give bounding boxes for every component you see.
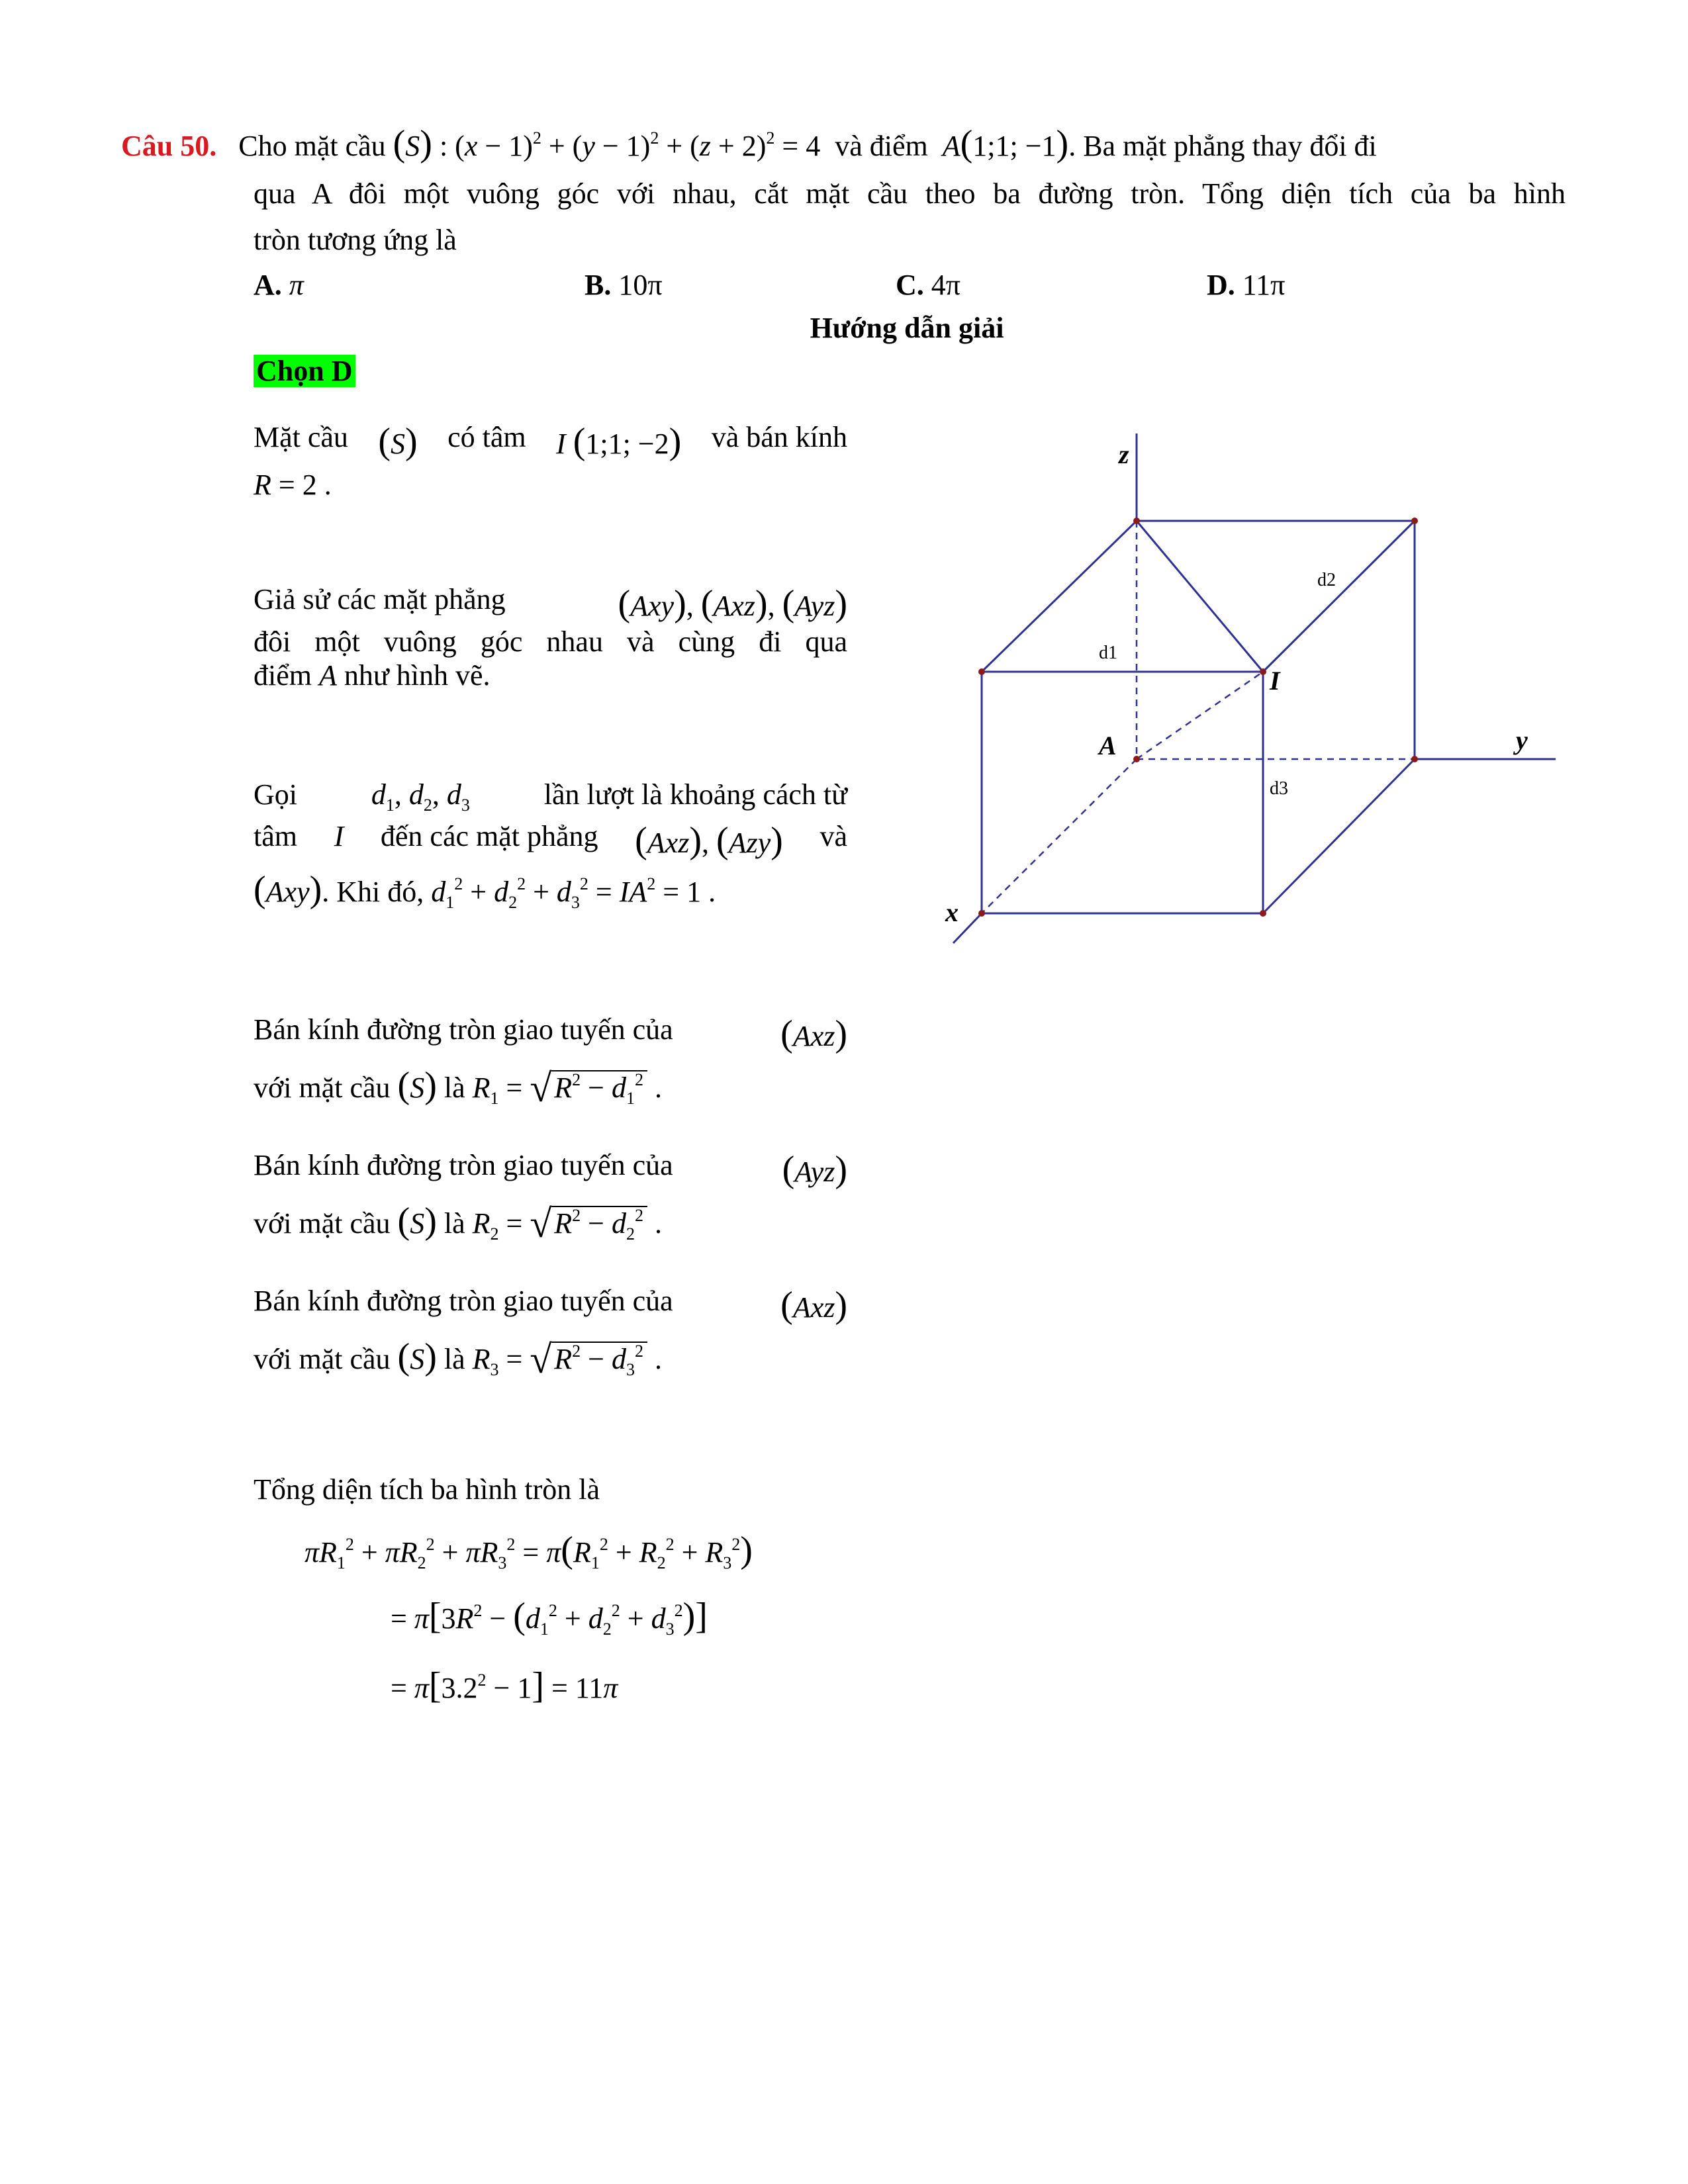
- point-I: [1260, 668, 1266, 675]
- solution-p1: Mặt cầu (S) có tâm I (1;1; −2) và bán kính R = 2 .: [254, 421, 847, 501]
- figure-dashed: [982, 521, 1415, 913]
- total-eq-1: $\pi R_1^2 + \pi R_2^2 + \pi R_3^2 = \pi(R_1^2 + R_2^2 + R_3^2)$: [305, 1529, 753, 1572]
- option-a[interactable]: A. π: [254, 269, 304, 301]
- solution-p3: Gọi $d_1$, $d_2$, $d_3$ lần lượt là khoảng cách từ tâm I đến các mặt phẳng (Axz), (Azy) và (Axy). Khi đó, $d_1^2 + d_2^2 + d_3^2 = IA^2 = 1$ .: [254, 778, 847, 912]
- label-A: A: [1099, 731, 1117, 760]
- point-A: [1133, 756, 1140, 762]
- hidden-x: [982, 759, 1137, 913]
- question-label: Câu 50.: [121, 130, 217, 162]
- point: [1411, 518, 1418, 524]
- radius-1: Bán kính đường tròn giao tuyến của (Axz) với mặt cầu (S) là $R_1 = √R^2 - d_1^2$ .: [254, 1013, 847, 1110]
- total-eq-3: = $\pi[3.2^2 - 1] = 11\pi$: [391, 1665, 618, 1706]
- question-text-2: và điểm: [835, 130, 928, 162]
- point-a: A(1;1; −1): [942, 123, 1069, 164]
- question-text-3: . Ba mặt phẳng thay đổi đi: [1068, 130, 1377, 162]
- answer-badge: Chọn D: [254, 354, 355, 388]
- option-d[interactable]: D. 11π: [1207, 269, 1286, 301]
- label-d3: d3: [1270, 778, 1288, 799]
- point: [1260, 910, 1266, 917]
- radius-2: Bán kính đường tròn giao tuyến của (Ayz) với mặt cầu (S) là $R_2 = √R^2 - d_2^2$ .: [254, 1149, 847, 1246]
- sphere-equation: (S) : $(x - 1)^2 + (y - 1)^2 + (z + 2)^2 = 4$: [393, 123, 821, 164]
- label-z: z: [1119, 439, 1129, 469]
- point: [978, 910, 985, 917]
- label-y: y: [1516, 725, 1528, 755]
- hidden-ai: [1137, 672, 1263, 759]
- label-d1: d1: [1099, 643, 1117, 663]
- question-text-1: Cho mặt cầu: [238, 130, 386, 162]
- total-eq-2: = $\pi[3R^2 - (d_1^2 + d_2^2 + d_3^2)]$: [391, 1596, 708, 1639]
- edge-d2: [1263, 521, 1415, 672]
- question-line-3: tròn tương ứng là: [254, 224, 457, 256]
- label-d2: d2: [1317, 570, 1336, 590]
- point: [1411, 756, 1418, 762]
- label-I: I: [1270, 666, 1280, 696]
- solution-heading: Hướng dẫn giải: [810, 312, 1004, 344]
- solution-p2: Giả sử các mặt phẳng (Axy), (Axz), (Ayz) đôi một vuông góc nhau và cùng đi qua điểm A như hình vẽ.: [254, 583, 847, 692]
- question-line-2: qua A đôi một vuông góc với nhau, cắt mặt cầu theo ba đường tròn. Tổng diện tích của ba hình: [254, 177, 1566, 210]
- label-x: x: [945, 897, 959, 927]
- total-text: Tổng diện tích ba hình tròn là: [254, 1473, 600, 1506]
- edge-top-diag: [1137, 521, 1263, 672]
- point: [1133, 518, 1140, 524]
- figure-lines: [953, 433, 1556, 943]
- option-c[interactable]: C. 4π: [896, 269, 961, 301]
- option-b[interactable]: B. 10π: [585, 269, 663, 301]
- radius-3: Bán kính đường tròn giao tuyến của (Axz) với mặt cầu (S) là $R_3 = √R^2 - d_3^2$ .: [254, 1285, 847, 1381]
- point: [978, 668, 985, 675]
